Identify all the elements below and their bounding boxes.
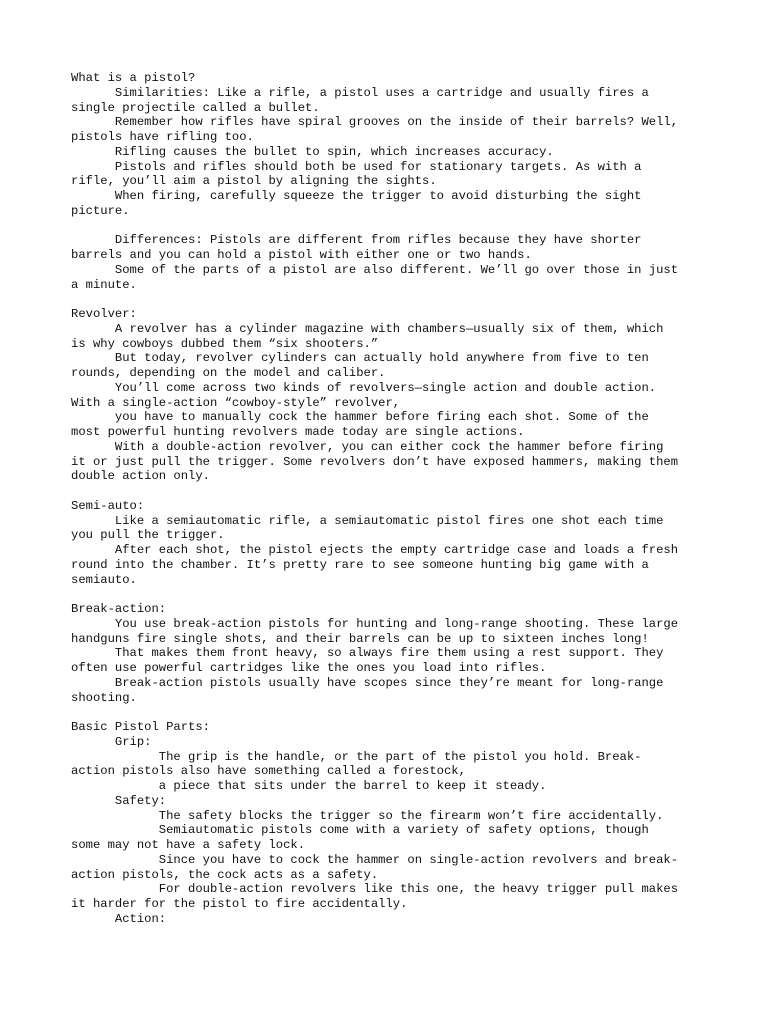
text-line: Grip:: [71, 734, 152, 749]
text-line: barrels and you can hold a pistol with either one or two hands.: [71, 248, 532, 262]
text-line: some may not have a safety lock.: [71, 838, 306, 852]
text-line: round into the chamber. It’s pretty rare to see someone hunting big game with a: [71, 557, 649, 572]
text-line: You’ll come across two kinds of revolvers—single action and double action.: [71, 380, 657, 395]
text-line: After each shot, the pistol ejects the empty cartridge case and loads a fresh: [71, 543, 679, 557]
text-line: rounds, depending on the model and caliber.: [71, 366, 386, 380]
text-line: action pistols, the cock acts as a safety.: [71, 867, 379, 882]
text-line: With a single-action “cowboy-style” revolver,: [71, 395, 401, 410]
text-line: it harder for the pistol to fire accidentally.: [71, 897, 408, 911]
text-line: Revolver:: [71, 307, 137, 321]
text-line: Semi-auto:: [71, 498, 145, 513]
text-line: it or just pull the trigger. Some revolvers don’t have exposed hammers, making them: [71, 454, 679, 469]
text-line: single projectile called a bullet.: [71, 100, 320, 115]
text-line: pistols have rifling too.: [71, 130, 254, 144]
text-line: Pistols and rifles should both be used for stationary targets. As with a: [71, 159, 642, 174]
text-line: What is a pistol?: [71, 71, 196, 85]
text-line: often use powerful cartridges like the ones you load into rifles.: [71, 661, 547, 675]
text-line: But today, revolver cylinders can actually hold anywhere from five to ten: [71, 351, 649, 366]
text-line: Break-action pistols usually have scopes since they’re meant for long-range: [71, 675, 664, 690]
text-line: Rifling causes the bullet to spin, which increases accuracy.: [71, 144, 554, 159]
text-line: most powerful hunting revolvers made today are single actions.: [71, 425, 525, 439]
blank-line: [71, 292, 711, 307]
blank-line: [71, 587, 711, 602]
text-line: a piece that sits under the barrel to keep it steady.: [71, 779, 547, 793]
text-line: rifle, you’ll aim a pistol by aligning the sights.: [71, 174, 437, 189]
text-line: Remember how rifles have spiral grooves on the inside of their barrels? Well,: [71, 115, 679, 130]
text-line: A revolver has a cylinder magazine with chambers—usually six of them, which: [71, 321, 664, 336]
text-line: With a double-action revolver, you can either cock the hammer before firing: [71, 439, 664, 454]
text-line: That makes them front heavy, so always fire them using a rest support. They: [71, 646, 664, 661]
text-line: picture.: [71, 203, 130, 218]
text-line: Some of the parts of a pistol are also different. We’ll go over those in just: [71, 262, 679, 277]
blank-line: [71, 705, 711, 720]
text-line: You use break-action pistols for hunting and long-range shooting. These large: [71, 616, 679, 631]
document-page: [71, 71, 711, 927]
text-line: The safety blocks the trigger so the firearm won’t fire accidentally.: [71, 808, 664, 823]
text-line: Since you have to cock the hammer on single-action revolvers and break-: [71, 852, 679, 867]
text-line: handguns fire single shots, and their barrels can be up to sixteen inches long!: [71, 631, 649, 646]
text-line: Like a semiautomatic rifle, a semiautomatic pistol fires one shot each time: [71, 513, 664, 528]
text-line: you have to manually cock the hammer before firing each shot. Some of the: [71, 410, 649, 425]
text-line: a minute.: [71, 277, 137, 292]
blank-line: [71, 219, 711, 234]
text-line: double action only.: [71, 469, 210, 484]
text-line: shooting.: [71, 690, 137, 705]
text-line: The grip is the handle, or the part of the pistol you hold. Break-: [71, 749, 642, 764]
text-line: semiauto.: [71, 572, 137, 587]
text-line: action pistols also have something called a forestock,: [71, 764, 466, 779]
text-line: Break-action:: [71, 602, 167, 616]
text-line: Semiautomatic pistols come with a variety of safety options, though: [71, 823, 649, 838]
text-line: Differences: Pistols are different from rifles because they have shorter: [71, 233, 642, 248]
text-line: is why cowboys dubbed them “six shooters.”: [71, 336, 379, 351]
text-line: For double-action revolvers like this one, the heavy trigger pull makes: [71, 882, 679, 897]
text-line: When firing, carefully squeeze the trigger to avoid disturbing the sight: [71, 189, 642, 203]
text-line: Basic Pistol Parts:: [71, 720, 210, 734]
text-line: Similarities: Like a rifle, a pistol uses a cartridge and usually fires a: [71, 85, 649, 100]
text-line: Action:: [71, 911, 167, 926]
blank-line: [71, 484, 711, 499]
text-line: Safety:: [71, 793, 167, 808]
text-line: you pull the trigger.: [71, 528, 225, 543]
